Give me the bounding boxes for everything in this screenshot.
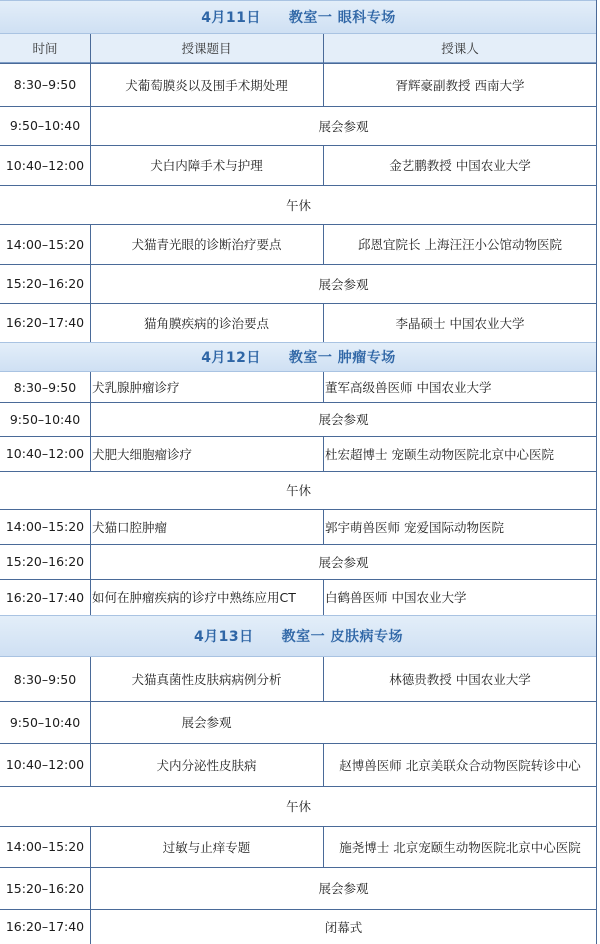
- grid-line: [90, 826, 91, 944]
- header-topic: 授课题目: [181, 41, 232, 56]
- grid-line: [323, 34, 324, 106]
- row-speaker: 郭宇萌兽医师 宠爱国际动物医院: [325, 519, 504, 535]
- row-merged: 展会参观: [318, 276, 369, 292]
- row-topic: 犬白内障手术与护理: [150, 158, 263, 173]
- row-topic: 犬内分泌性皮肤病: [156, 757, 257, 773]
- row-time: 9:50–10:40: [9, 118, 81, 133]
- grid-line: [0, 471, 597, 472]
- grid-line: [0, 786, 597, 787]
- row-time: 15:20–16:20: [5, 276, 85, 291]
- day-title: 教室一 皮肤病专场: [281, 629, 404, 645]
- grid-line: [0, 185, 597, 186]
- grid-line: [323, 743, 324, 786]
- row-time: 14:00–15:20: [5, 236, 85, 252]
- row-topic: 犬乳腺肿瘤诊疗: [92, 380, 180, 395]
- row-speaker: 白鹤兽医师 中国农业大学: [325, 590, 467, 605]
- day-banner: [0, 615, 597, 657]
- row-time: 15:20–16:20: [5, 554, 85, 569]
- row-time: 15:20–16:20: [5, 880, 85, 896]
- day-banner: [0, 342, 597, 372]
- row-time: 16:20–17:40: [5, 919, 85, 934]
- row-topic: 犬猫真菌性皮肤病病例分析: [131, 672, 282, 687]
- row-break: 午休: [285, 799, 311, 814]
- row-speaker: 李晶硕士 中国农业大学: [395, 315, 525, 331]
- row-time: 10:40–12:00: [5, 446, 85, 461]
- day-title: 教室一 肿瘤专场: [288, 350, 396, 366]
- row-speaker: [323, 701, 597, 743]
- grid-line: [90, 34, 91, 185]
- day-date: 4月12日: [201, 350, 261, 366]
- table-row: [0, 185, 597, 224]
- row-break: 午休: [285, 483, 311, 498]
- day-title: 教室一 眼科专场: [288, 10, 396, 26]
- row-time: 9:50–10:40: [9, 714, 81, 730]
- row-time: 14:00–15:20: [5, 839, 85, 854]
- row-time: 16:20–17:40: [5, 589, 85, 605]
- row-topic: 犬肥大细胞瘤诊疗: [92, 446, 193, 462]
- grid-line: [596, 0, 597, 944]
- grid-line: [323, 509, 324, 544]
- header-speaker: 授课人: [441, 41, 479, 56]
- row-topic: 犬猫口腔肿瘤: [92, 519, 168, 535]
- row-topic: 猫角膜疾病的诊治要点: [143, 315, 269, 331]
- row-topic: 犬猫青光眼的诊断治疗要点: [131, 237, 282, 252]
- row-time: 8:30–9:50: [13, 671, 77, 687]
- row-topic: 展会参观: [181, 715, 232, 730]
- row-time: 9:50–10:40: [9, 411, 81, 427]
- row-speaker: 胥辉豪副教授 西南大学: [395, 77, 525, 93]
- grid-line: [90, 372, 91, 471]
- row-speaker: 邱恩宜院长 上海汪汪小公馆动物医院: [358, 237, 562, 252]
- row-speaker: 赵博兽医师 北京美联众合动物医院转诊中心: [339, 757, 581, 773]
- day-banner: [0, 0, 597, 34]
- grid-line: [323, 657, 324, 701]
- grid-line: [90, 657, 91, 786]
- row-topic: 犬葡萄膜炎以及围手术期处理: [125, 77, 288, 93]
- header-time: 时间: [32, 41, 58, 56]
- row-topic: 如何在肿瘤疾病的诊疗中熟练应用CT: [92, 590, 296, 605]
- row-merged: 展会参观: [318, 554, 369, 570]
- table-row: [0, 786, 597, 826]
- row-speaker: 杜宏超博士 宠颐生动物医院北京中心医院: [325, 446, 554, 462]
- row-speaker: 董军高级兽医师 中国农业大学: [325, 380, 492, 395]
- grid-line: [90, 509, 91, 615]
- grid-line: [323, 372, 324, 402]
- grid-line: [323, 579, 324, 615]
- day-date: 4月13日: [193, 629, 254, 645]
- row-time: 8:30–9:50: [13, 77, 77, 92]
- row-time: 8:30–9:50: [13, 379, 77, 395]
- row-time: 10:40–12:00: [5, 757, 85, 772]
- grid-line: [323, 826, 324, 867]
- row-merged: 展会参观: [318, 118, 369, 134]
- grid-line: [323, 145, 324, 185]
- row-speaker: 金艺鹏教授 中国农业大学: [389, 158, 531, 173]
- table-row: [0, 471, 597, 509]
- row-merged: 展会参观: [318, 881, 369, 896]
- row-break: 午休: [285, 197, 311, 213]
- grid-line: [323, 303, 324, 342]
- grid-line: [90, 224, 91, 342]
- grid-line: [323, 436, 324, 471]
- row-time: 14:00–15:20: [5, 519, 85, 534]
- row-time: 16:20–17:40: [5, 315, 85, 330]
- row-topic: 过敏与止痒专题: [162, 839, 251, 855]
- day-date: 4月11日: [201, 10, 261, 26]
- row-speaker: 施尧博士 北京宠颐生动物医院北京中心医院: [339, 839, 581, 855]
- row-speaker: 林德贵教授 中国农业大学: [389, 672, 531, 687]
- row-time: 10:40–12:00: [5, 157, 85, 173]
- row-merged: 闭幕式: [324, 919, 363, 935]
- grid-line: [323, 224, 324, 264]
- row-merged: 展会参观: [318, 412, 369, 427]
